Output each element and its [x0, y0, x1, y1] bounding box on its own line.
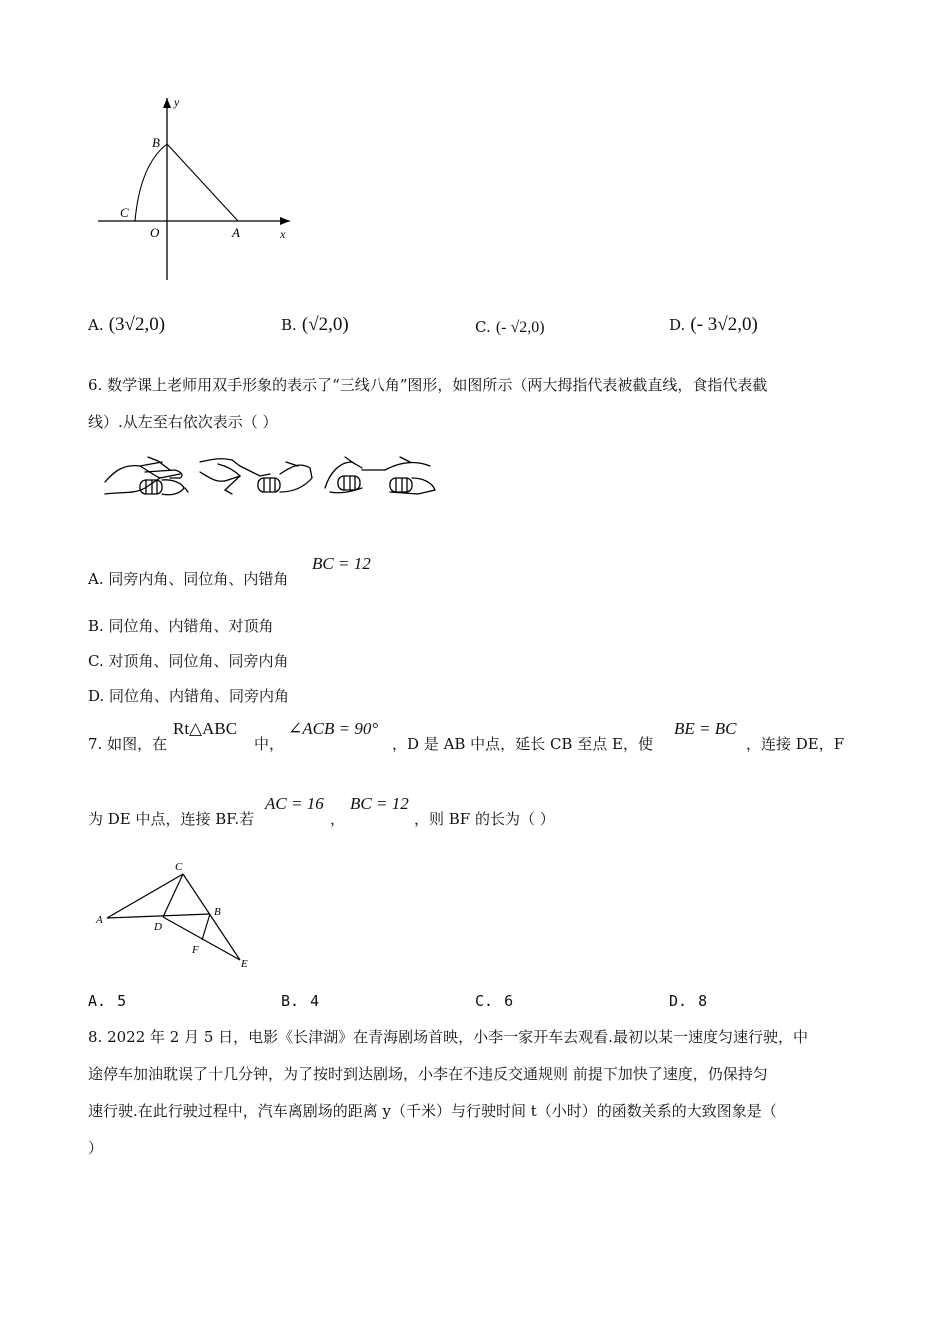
q5-option-b[interactable] [281, 314, 349, 336]
q6-stem-line-2: 线）.从左至右依次表示（ ） [88, 413, 278, 431]
q7-triangle-figure [90, 855, 260, 975]
point-c-label: C [120, 205, 129, 220]
option-value: 4 [310, 992, 320, 1010]
option-label: A. [88, 992, 107, 1010]
point-c-label: C [175, 861, 183, 873]
option-label: C. [475, 318, 491, 336]
point-a-label: A [96, 914, 103, 926]
q5-option-c[interactable] [475, 317, 545, 337]
option-value: 8 [698, 992, 708, 1010]
q7-math-angle: ∠ACB = 90° [288, 719, 379, 738]
option-value: (√2,0) [301, 314, 349, 335]
q7-math-triangle: Rt△ABC [173, 719, 238, 738]
q7-stem-part-6: ， [330, 810, 346, 828]
point-b-label: B [214, 906, 221, 918]
option-value: (3√2,0) [108, 314, 166, 335]
q6-option-a-math: BC = 12 [312, 554, 371, 573]
q7-stem-part-2: 中， [254, 735, 285, 753]
q8-stem-line-1: 8. 2022 年 2 月 5 日，电影《长津湖》在青海剧场首映，小李一家开车去观看.最初以某一速度匀速行驶，中 [88, 1028, 808, 1046]
q7-option-d[interactable] [669, 991, 707, 1010]
point-f-label: F [192, 944, 199, 956]
option-value: 5 [117, 992, 127, 1010]
q8-stem-line-3: 速行驶.在此行驶过程中，汽车离剧场的距离 y（千米）与行驶时间 t（小时）的函数关系的大致图象是（ [88, 1102, 777, 1120]
q7-stem-part-3: ，D 是 AB 中点，延长 CB 至点 E，使 [392, 735, 653, 753]
q5-coordinate-figure [90, 90, 310, 290]
q6-option-c[interactable]: C. 对顶角、同位角、同旁内角 [88, 652, 289, 670]
q7-option-a[interactable] [88, 991, 126, 1010]
option-label: C. [475, 992, 494, 1010]
option-label: A. [88, 316, 104, 334]
y-axis-label: y [174, 95, 180, 109]
x-axis-label: x [280, 227, 286, 241]
q8-stem-line-4: ） [88, 1139, 104, 1157]
q8-stem-line-2: 途停车加油耽误了十几分钟，为了按时到达剧场，小李在不违反交通规则 前提下加快了速度，仍保持匀 [88, 1065, 768, 1083]
q7-math-be-bc: BE = BC [674, 719, 737, 738]
q5-option-a[interactable] [88, 314, 165, 336]
point-b-label: B [152, 135, 160, 150]
option-label: B. [281, 316, 297, 334]
option-label: D. [669, 316, 686, 334]
q7-stem-part-4: ，连接 DE，F [746, 735, 845, 753]
q6-hands-figure [100, 452, 440, 507]
option-label: B. [281, 992, 300, 1010]
q7-option-c[interactable] [475, 991, 513, 1010]
option-value: 6 [504, 992, 514, 1010]
point-e-label: E [241, 958, 248, 970]
option-value: (- √2,0) [495, 319, 545, 336]
q6-option-d[interactable]: D. 同位角、内错角、同旁内角 [88, 687, 290, 705]
q7-stem-part-5: 为 DE 中点，连接 BF.若 [88, 810, 255, 828]
q5-option-d[interactable] [669, 314, 758, 336]
origin-label: O [150, 225, 160, 240]
point-a-label: A [232, 225, 240, 240]
point-d-label: D [154, 921, 162, 933]
q6-stem-line-1: 6. 数学课上老师用双手形象的表示了“三线八角”图形，如图所示（两大拇指代表被截直线，食指代表截 [88, 376, 768, 394]
option-label: D. [669, 992, 688, 1010]
q6-option-a[interactable]: A. 同旁内角、同位角、内错角 [88, 570, 289, 588]
q7-stem-part-1: 7. 如图，在 [88, 735, 168, 753]
q6-option-b[interactable]: B. 同位角、内错角、对顶角 [88, 617, 274, 635]
q7-math-ac: AC = 16 [265, 794, 324, 813]
q7-option-b[interactable] [281, 991, 319, 1010]
option-value: (- 3√2,0) [690, 314, 758, 335]
q7-stem-part-7: ，则 BF 的长为（ ） [414, 810, 555, 828]
q7-math-bc: BC = 12 [350, 794, 409, 813]
